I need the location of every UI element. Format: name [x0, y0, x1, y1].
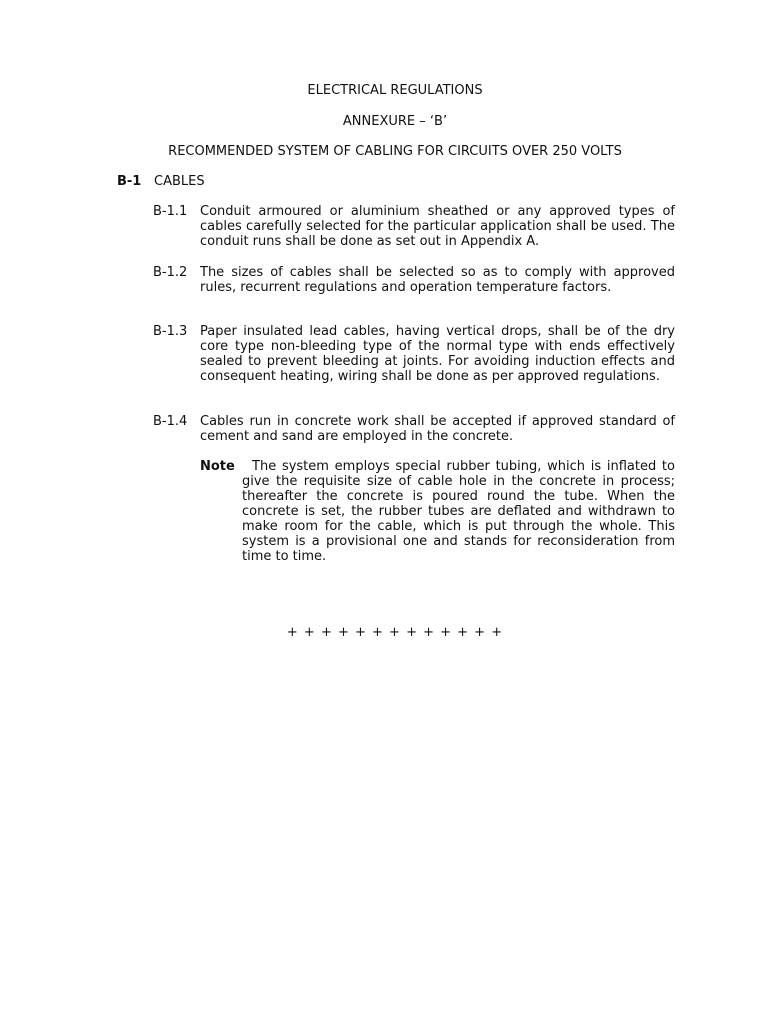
note-block	[200, 459, 675, 564]
end-marker: + + + + + + + + + + + + +	[286, 625, 504, 640]
section-title: CABLES	[154, 174, 205, 189]
clause-number: B-1.2	[153, 265, 188, 280]
clause-number: B-1.3	[153, 324, 188, 339]
clause-b-1-3	[153, 324, 675, 384]
annexure-label: ANNEXURE – ‘B’	[342, 114, 448, 129]
clause-text: Cables run in concrete work shall be accepted if approved standard of cement and sand are employed in the concrete.	[200, 414, 675, 444]
clause-number: B-1.1	[153, 204, 188, 219]
section-number: B-1	[117, 174, 142, 189]
document-title: ELECTRICAL REGULATIONS	[307, 83, 483, 98]
clause-text: Conduit armoured or aluminium sheathed or any approved types of cables carefully selected for the particular application shall be used. The conduit runs shall be done as set out in Appendix A.	[200, 204, 675, 249]
section-heading	[117, 174, 205, 189]
clause-b-1-2	[153, 265, 675, 295]
note-text: The system employs special rubber tubing, which is inflated to give the requisite size of cable hole in the concrete in process; thereafter the concrete is poured round the tube. When the concrete is set, the rubber tubes are deflated and withdrawn to make room for the cable, which is put through the whole. This system is a provisional one and stands for reconsideration from time to time.	[242, 459, 675, 564]
clause-text: The sizes of cables shall be selected so as to comply with approved rules, recurrent regulations and operation temperature factors.	[200, 265, 675, 295]
clause-text: Paper insulated lead cables, having vertical drops, shall be of the dry core type non-bleeding type of the normal type with ends effectively sealed to prevent bleeding at joints. For avoiding induction effects and consequent heating, wiring shall be done as per approved regulations.	[200, 324, 675, 384]
clause-number: B-1.4	[153, 414, 188, 429]
clause-b-1-4	[153, 414, 675, 444]
note-label: Note	[200, 459, 235, 474]
clause-b-1-1	[153, 204, 675, 249]
document-subtitle: RECOMMENDED SYSTEM OF CABLING FOR CIRCUITS OVER 250 VOLTS	[168, 144, 622, 159]
